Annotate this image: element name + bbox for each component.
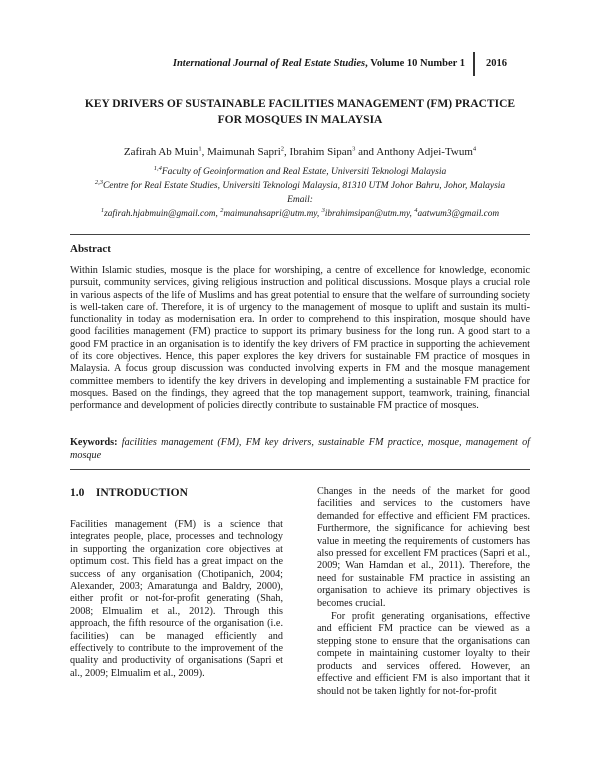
paper-title — [60, 96, 540, 128]
author-1-sup: 1 — [198, 145, 202, 153]
keywords-label: Keywords: — [70, 437, 118, 448]
author-2: Maimunah Sapri — [207, 146, 281, 158]
section-heading-introduction — [70, 487, 188, 499]
author-4-sup: 4 — [472, 145, 477, 153]
keywords — [70, 437, 530, 462]
intro-paragraph-3: For profit generating organisations, effective and efficient FM practice can be viewed as a stepping stone to ensure that the organisations can compete in maintaining customer loyalty to their products and services offered. However, an effective and efficient FM is also important that it should not be taken lightly for not-for-profit — [317, 611, 530, 697]
header-divider — [473, 52, 475, 76]
title-line-2: FOR MOSQUES IN MALAYSIA — [217, 114, 383, 126]
author-list: Zafirah Ab Muin$^1$, Maimunah Sapri$^2$, Ibrahim Sipan$^3$ and Anthony Adjei-Twum$^4$ — [123, 145, 477, 158]
right-column — [317, 486, 530, 698]
email-3-sup: 3 — [321, 206, 325, 214]
left-column — [70, 519, 283, 680]
email-4: aatwum3@gmail.com — [417, 209, 500, 219]
section-number: 1.0 — [70, 487, 85, 499]
affiliation-2-sup: 2,3 — [94, 178, 103, 186]
running-header — [0, 52, 600, 76]
author-2-sup: 2 — [280, 145, 285, 153]
email-list — [30, 206, 570, 219]
email-4-sup: 4 — [414, 206, 418, 214]
affiliation-1-text: Faculty of Geoinformation and Real Estate, Universiti Teknologi Malaysia — [161, 167, 447, 177]
email-2-sup: 2 — [220, 206, 224, 214]
journal-citation — [173, 58, 465, 69]
title-line-1: KEY DRIVERS OF SUSTAINABLE FACILITIES MANAGEMENT (FM) PRACTICE — [84, 98, 516, 110]
abstract-body: Within Islamic studies, mosque is the place for worshiping, a centre of excellence for knowledge, economic pursuit, community services, giving religious instruction and political discussions. Mosque plays a crucial role in various aspects of the life of Muslims and has great potential to ensure that the welfare of surrounding society is well-taken care of. Therefore, it is of urgency to the management of mosque to uplift and sustain its multi-functionality in today as modernisation era. In order to comprehend to this inspiration, mosque should have good facilities management (FM) practice to support its primary business for the long run. A good start to a good FM practice in an organisation is to identify the key drivers of FM practice in supporting the achievement of its core objectives. Hence, this paper explores the key drivers for sustainable FM practice of mosques in Malaysia. A focus group discussion was conducted involving experts in FM and the mosque management committee members to identify the key drivers in developing and implementing a sustainable FM practice for mosques. Based on the findings, they agreed that the top management support, teamwork, training, financial performance and development of policies directly contribute to sustainable FM practice of mosques. — [70, 265, 530, 412]
journal-title: International Journal of Real Estate Studies — [172, 58, 366, 69]
email-label: Email: — [287, 195, 313, 205]
author-3-sup: 3 — [352, 145, 356, 153]
abstract-heading: Abstract — [70, 243, 111, 255]
affiliation-2-text: Centre for Real Estate Studies, Universiti Teknologi Malaysia, 81310 UTM Johor Bahru, Johor, Malaysia — [102, 181, 506, 191]
email-2: maimunahsapri@utm.my, — [223, 209, 322, 219]
affiliation-1 — [30, 164, 570, 177]
keywords-text: facilities management (FM), FM key drivers, sustainable FM practice, mosque, management of mosque — [70, 437, 531, 461]
author-4: Anthony Adjei-Twum — [376, 146, 473, 158]
intro-paragraph-1: Facilities management (FM) is a science that integrates people, place, processes and technology in supporting the organization core objectives at optimum cost. This field has a great impact on the success of any organisation (Chotipanich, 2004; Alexander, 2003; Amaratunga and Baldry, 2000), either profit or not-for-profit generating (Shah, 2008; Elmualim et al., 2012). Through this approach, the fifth resource of the organisation (i.e. facilities) can be managed efficiently and effectively to contribute to the improvement of the quality and productivity of organisations (Sapri et al., 2009; Elmualim et al., 2009). — [70, 519, 283, 679]
affiliation-2 — [30, 178, 570, 191]
abstract-bottom-rule — [70, 469, 530, 470]
author-1: Zafirah Ab Muin — [123, 146, 199, 158]
journal-volume: , Volume 10 Number 1 — [365, 58, 465, 69]
email-1-sup: 1 — [100, 206, 105, 214]
email-1: zafirah.hjabmuin@gmail.com, — [104, 209, 221, 219]
affiliation-1-sup: 1,4 — [153, 164, 162, 172]
publication-year: 2016 — [486, 58, 507, 69]
section-title: INTRODUCTION — [95, 487, 188, 499]
intro-paragraph-2: Changes in the needs of the market for good facilities and services to the customers have demanded for effective and efficient FM practices. Furthermore, the significance for achieving best value in meeting the requirements of customers has also pressed for excellent FM practices (Sapri et al., 2009; Wan Hamdan et al., 2011). Therefore, the need for sustainable FM practice in assisting an organisation to achieve its primary objectives is becomes crucial. — [317, 486, 530, 609]
email-3: ibrahimsipan@utm.my, — [324, 209, 415, 219]
abstract-top-rule — [70, 234, 530, 235]
author-3: Ibrahim Sipan — [289, 146, 353, 158]
